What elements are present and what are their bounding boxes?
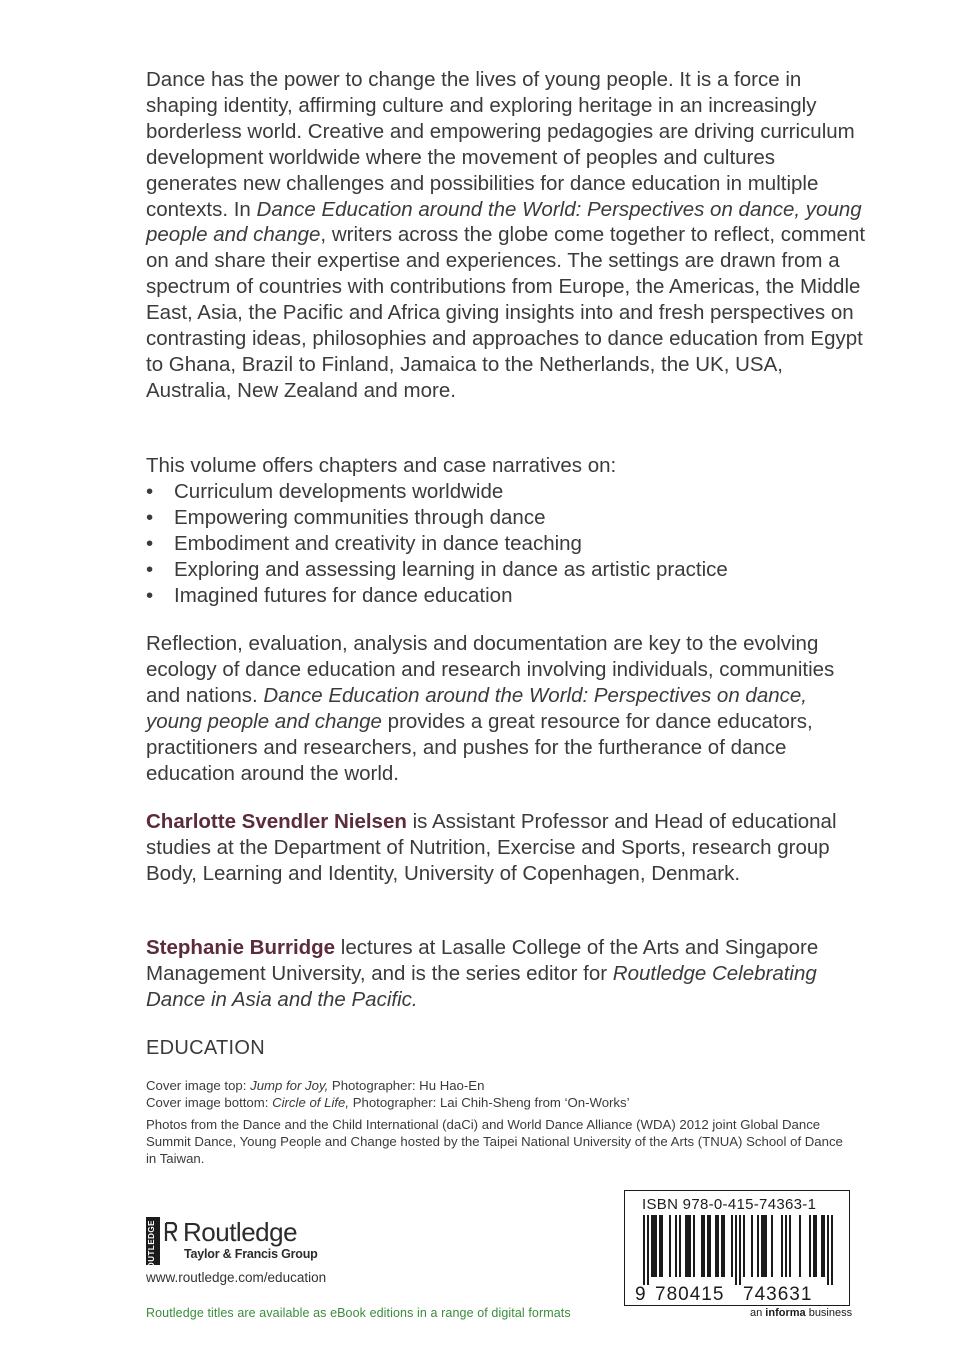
list-item [146, 531, 866, 557]
barcode-bar [701, 1215, 703, 1277]
series-title-italic: Routledge Celebrating Dance in Asia and the Pacific. [146, 961, 817, 1011]
author-bio: is Assistant Professor and Head of educational studies at the Department of Nutrition, Exercise and Sports, research group Body, Learning and Identity, University of Copenhagen, Denmark. [146, 810, 837, 885]
barcode-bar [655, 1215, 657, 1277]
list-item-text: Empowering communities through dance [174, 505, 546, 529]
barcode-bar [781, 1215, 783, 1277]
reflection-text [146, 631, 866, 786]
barcode-bar [757, 1215, 759, 1277]
list-item-text: Imagined futures for dance education [174, 583, 513, 607]
barcode-digit-prefix: 9 [635, 1284, 646, 1303]
barcode-bar [689, 1215, 691, 1277]
bullet-icon: • [146, 583, 154, 607]
barcode-bar [685, 1215, 687, 1277]
list-item [146, 557, 866, 583]
barcode-bar [735, 1215, 737, 1285]
volume-section [146, 453, 866, 608]
informa-suffix: business [805, 1307, 853, 1319]
author-bio-2 [146, 935, 866, 1013]
barcode-bar [751, 1215, 753, 1277]
author-bio-text [146, 935, 866, 1013]
barcode-bar [789, 1215, 791, 1277]
barcode-bar [785, 1215, 787, 1277]
book-title-italic: Dance Education around the World: Perspectives on dance, young people and change [146, 197, 862, 247]
cover-credits [146, 1077, 866, 1111]
list-item-text: Embodiment and creativity in dance teaching [174, 531, 582, 555]
list-item [146, 479, 866, 505]
barcode-bar [763, 1215, 765, 1277]
barcode-bar [765, 1215, 767, 1277]
barcode-bar [831, 1215, 833, 1285]
reflection-text-end: provides a great resource for dance educators, practitioners and researchers, and pushes for the furtherance of dance education around the world. [146, 709, 813, 785]
intro-text [146, 67, 866, 404]
credit-photographer: Photographer: Hu Hao-En [328, 1078, 485, 1093]
subject-category: EDUCATION [146, 1037, 265, 1059]
barcode-digits-right: 743631 [743, 1284, 813, 1303]
barcode-bar [761, 1215, 763, 1277]
barcode-bar [771, 1215, 773, 1277]
barcode-bar [799, 1215, 801, 1277]
barcode-bar [827, 1215, 829, 1285]
barcode-bars [643, 1215, 833, 1285]
author-name: Charlotte Svendler Nielsen [146, 810, 407, 833]
barcode-bar [815, 1215, 817, 1277]
barcode-bar [647, 1215, 649, 1285]
barcode-bar [709, 1215, 711, 1277]
routledge-vertical-mark [146, 1217, 160, 1275]
credit-title: Circle of Life, [272, 1095, 350, 1110]
intro-text-start: Dance has the power to change the lives of young people. It is a force in shaping identity, affirming culture and exploring heritage in an increasingly borderless world. Creative and empowering pedagogies are driving curriculum development worldwide where the movement of peoples and cultures generates new challenges and possibilities for dance education in multiple contexts. In [146, 68, 855, 221]
credit-photographer: Photographer: Lai Chih-Sheng from ‘On-Works’ [349, 1095, 630, 1110]
list-item-text: Curriculum developments worldwide [174, 479, 504, 503]
isbn-label: ISBN 978-0-415-74363-1 [642, 1196, 817, 1213]
barcode-digits-left: 780415 [655, 1284, 725, 1303]
credit-label: Cover image top: [146, 1078, 251, 1093]
publisher-url[interactable]: www.routledge.com/education [146, 1270, 327, 1285]
credit-label: Cover image bottom: [146, 1095, 273, 1110]
list-item-text: Exploring and assessing learning in dance as artistic practice [174, 557, 728, 581]
vertical-mark-text: ROUTLEDGE [147, 1220, 156, 1275]
intro-text-end: , writers across the globe come together to reflect, comment on and share their expertise and experiences. The settings are drawn from a spectrum of countries with contributions from Europe, the Americas, the Middle East, Asia, the Pacific and Africa giving insights into and fresh perspectives on contrasting ideas, philosophies and approaches to dance education from Egypt to Ghana, Brazil to Finland, Jamaica to the Netherlands, the UK, USA, Australia, New Zealand and more. [146, 223, 866, 402]
informa-prefix: an [750, 1307, 766, 1319]
author-bio-1 [146, 809, 866, 887]
reflection-paragraph [146, 631, 866, 786]
author-bio: lectures at Lasalle College of the Arts and Singapore Management University, and is the series editor for [146, 936, 819, 985]
cover-credit-top [146, 1077, 866, 1094]
bullet-icon: • [146, 505, 154, 529]
barcode-bar [739, 1215, 741, 1285]
publisher-name: Routledge [183, 1217, 298, 1247]
barcode-bar [679, 1215, 681, 1277]
list-item [146, 583, 866, 609]
barcode-bar [809, 1215, 811, 1277]
list-item [146, 505, 866, 531]
book-title-italic: Dance Education around the World: Perspectives on dance, young people and change [146, 683, 807, 733]
barcode-bar [687, 1215, 689, 1277]
barcode-bar [723, 1215, 725, 1277]
intro-paragraph [146, 67, 866, 404]
barcode-bar [675, 1215, 677, 1277]
isbn-barcode [624, 1190, 850, 1306]
barcode-bar [661, 1215, 663, 1277]
ebook-note: Routledge titles are available as eBook editions in a range of digital formats [146, 1306, 571, 1320]
barcode-bar [693, 1215, 695, 1277]
routledge-r-icon [164, 1222, 178, 1242]
volume-heading: This volume offers chapters and case narratives on: [146, 454, 617, 477]
photos-note: Photos from the Dance and the Child International (daCi) and World Dance Alliance (WDA) 2012 joint Global Dance Summit Dance, Young People and Change hosted by the Taipei National University of the Arts (TNUA) School of Dance in Taiwan. [146, 1117, 843, 1166]
topics-list [146, 479, 866, 609]
barcode-bar [717, 1215, 719, 1277]
barcode-bar [813, 1215, 815, 1277]
publisher-group: Taylor & Francis Group [184, 1247, 318, 1261]
barcode-bar [703, 1215, 705, 1277]
barcode-bar [721, 1215, 723, 1277]
reflection-text-start: Reflection, evaluation, analysis and documentation are key to the evolving ecology of dance education and research involving individuals, communities and nations. [146, 632, 835, 707]
publisher-logo [146, 1217, 406, 1275]
bullet-icon: • [146, 479, 154, 503]
credit-title: Jump for Joy, [250, 1078, 329, 1093]
barcode-bar [731, 1215, 733, 1277]
author-name: Stephanie Burridge [146, 936, 336, 959]
bullet-icon: • [146, 557, 154, 581]
barcode-bar [651, 1215, 653, 1277]
author-bio-text [146, 809, 866, 887]
informa-business [750, 1307, 852, 1319]
barcode-graphic [633, 1215, 841, 1303]
barcode-bar [707, 1215, 709, 1277]
barcode-bar [643, 1215, 645, 1285]
informa-brand: informa [765, 1307, 806, 1319]
cover-credit-bottom [146, 1094, 866, 1111]
barcode-bar [659, 1215, 661, 1277]
barcode-bar [823, 1215, 825, 1277]
bullet-icon: • [146, 531, 154, 555]
barcode-bar [653, 1215, 655, 1277]
barcode-bar [743, 1215, 745, 1277]
barcode-bar [669, 1215, 671, 1277]
barcode-bar [715, 1215, 717, 1277]
barcode-bar [821, 1215, 823, 1277]
